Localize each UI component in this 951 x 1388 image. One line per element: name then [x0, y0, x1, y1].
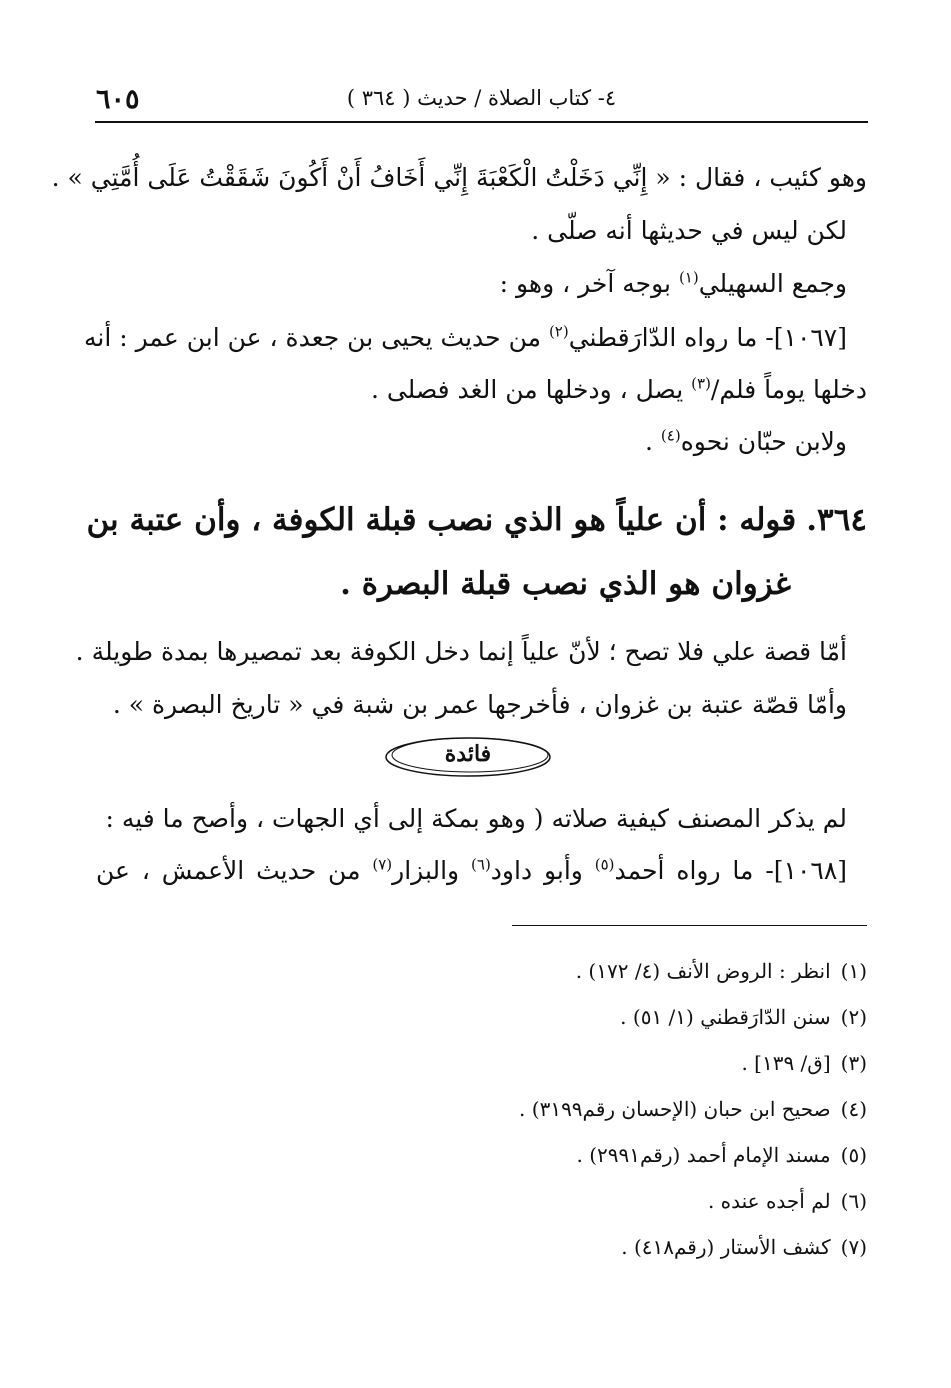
- running-header: [96, 84, 867, 120]
- faida-label-box: [383, 733, 553, 779]
- body-line: أمّا قصة علي فلا تصح ؛ لأنّ علياً إنما دخل الكوفة بعد تمصيرها بمدة طويلة .: [75, 637, 847, 666]
- footnote: (٧)كشف الأستار (رقم٤١٨) .: [621, 1235, 867, 1259]
- footnote-ref: (٧): [372, 855, 393, 874]
- section-heading-continued: غزوان هو الذي نصب قبلة البصرة .: [340, 566, 791, 602]
- footnote: (٦)لم أجده عنده .: [707, 1189, 867, 1213]
- footnote-ref: (١): [678, 268, 699, 287]
- footnote-ref: (٣): [691, 374, 711, 393]
- section-heading: ٣٦٤.قوله : أن علياً هو الذي نصب قبلة الكوفة ، وأن عتبة بن: [86, 502, 867, 538]
- footnote-separator: [512, 925, 867, 926]
- faida-label: فائدة: [444, 741, 492, 767]
- header-rule: [95, 121, 868, 123]
- body-line: دخلها يوماً فلم/$^{(٣)}$ يصل ، ودخلها من الغد فصلى .: [370, 374, 867, 404]
- body-line: وهو كئيب ، فقال : « إِنِّي دَخَلْتُ الْكَعْبَةَ إِنِّي أَخَافُ أَنْ أَكُونَ شَقَقْتُ عَلَى أُمَّتِي » .: [51, 163, 867, 192]
- section-number: ٣٦٤.: [806, 502, 867, 538]
- footnote-ref: (٢): [548, 322, 569, 341]
- body-line: [١٠٦٧]- ما رواه الدّارَقطني$^{(٢)}$ من حديث يحيى بن جعدة ، عن ابن عمر : أنه: [83, 322, 847, 352]
- footnote-ref: (٥): [594, 855, 615, 874]
- body-line: [١٠٦٨]- ما رواه أحمد$^{(٥)}$ وأبو داود$^{(٦)}$ والبزار$^{(٧)}$ من حديث الأعمش ، عن: [96, 855, 848, 885]
- body-line: وأمّا قصّة عتبة بن غزوان ، فأخرجها عمر بن شبة في « تاريخ البصرة » .: [112, 690, 847, 719]
- footnote: (٥)مسند الإمام أحمد (رقم٢٩٩١) .: [576, 1143, 867, 1167]
- body-line: لكن ليس في حديثها أنه صلّى .: [531, 216, 847, 245]
- footnote-ref: (٤): [660, 426, 681, 445]
- footnote-ref: (٦): [471, 855, 491, 874]
- body-line: وجمع السهيلي$^{(١)}$ بوجه آخر ، وهو :: [499, 268, 847, 298]
- footnote: (٣)[ق/ ١٣٩] .: [741, 1051, 867, 1075]
- running-title: ٤- كتاب الصلاة / حديث ( ٣٦٤ ): [346, 86, 617, 110]
- footnote: (٢)سنن الدّارَقطني (١/ ٥١) .: [620, 1005, 867, 1029]
- page-number: ٦٠٥: [96, 84, 140, 115]
- footnote: (٤)صحيح ابن حبان (الإحسان رقم٣١٩٩) .: [519, 1097, 867, 1121]
- footnote: (١)انظر : الروض الأنف (٤/ ١٧٢) .: [575, 959, 867, 983]
- body-line: ولابن حبّان نحوه$^{(٤)}$ .: [645, 426, 847, 456]
- body-line: لم يذكر المصنف كيفية صلاته ( وهو بمكة إلى أي الجهات ، وأصح ما فيه :: [105, 804, 847, 833]
